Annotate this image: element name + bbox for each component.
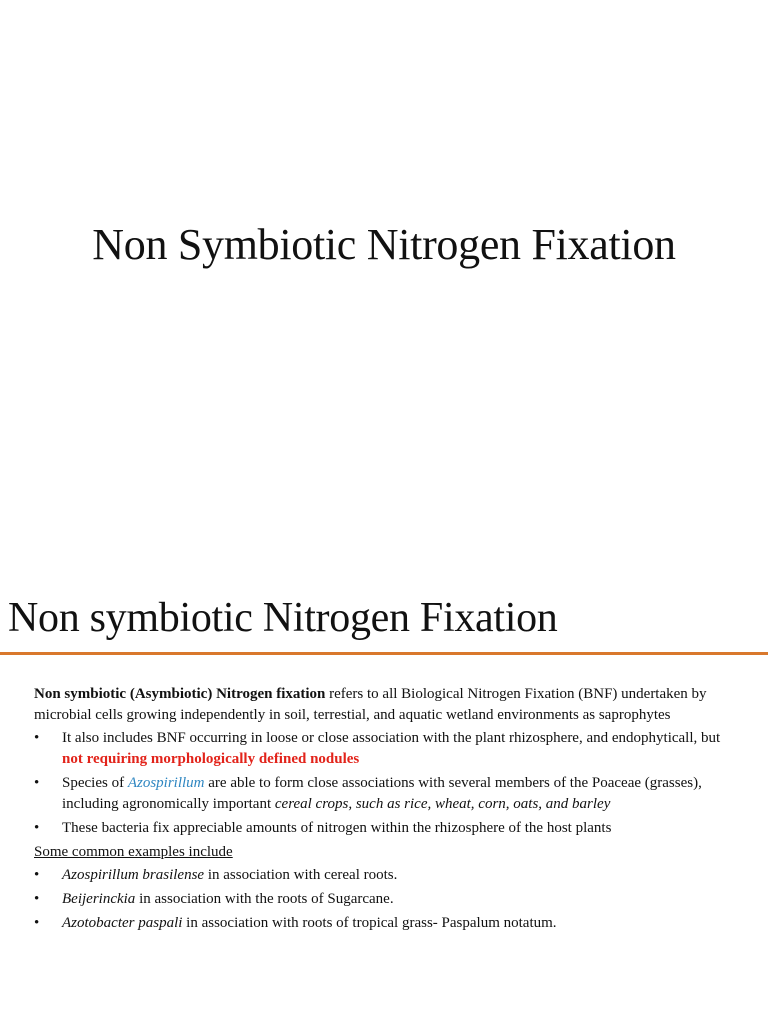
organism-name: Beijerinckia (62, 891, 136, 907)
example-text: in association with the roots of Sugarcane. (135, 891, 394, 907)
bullet-italic-text: cereal crops, such as rice, wheat, corn, oats, and barley (274, 796, 611, 812)
bullet-text: These bacteria fix appreciable amounts of nitrogen within the rhizosphere of the host plants (62, 820, 612, 836)
example-item (34, 889, 734, 910)
example-text: in association with cereal roots. (204, 867, 398, 883)
bullet-item (34, 728, 734, 770)
bullet-icon: • (34, 775, 40, 791)
organism-name: Azospirillum brasilense (62, 867, 205, 883)
intro-paragraph (34, 684, 734, 726)
bullet-item (34, 818, 734, 839)
bullet-icon: • (34, 891, 40, 907)
genus-name: Azospirillum (127, 775, 205, 791)
bullet-item (34, 773, 734, 815)
example-item (34, 865, 734, 886)
example-text: in association with roots of tropical grass- Paspalum notatum. (182, 915, 557, 931)
slide-2-title: Non symbiotic Nitrogen Fixation (8, 595, 558, 641)
bullet-text: Species of (62, 775, 128, 791)
slide-2-body (34, 684, 734, 937)
slide-1-title: Non Symbiotic Nitrogen Fixation (92, 220, 676, 269)
examples-list (34, 865, 734, 934)
bullet-highlight: not requiring morphologically defined nodules (62, 751, 360, 767)
bullet-icon: • (34, 820, 40, 836)
bullet-icon: • (34, 915, 40, 931)
bullet-list (34, 728, 734, 839)
bullet-icon: • (34, 867, 40, 883)
examples-heading: Some common examples include (34, 844, 233, 860)
bullet-icon: • (34, 730, 40, 746)
bullet-text: are able to form close associations with several members of the Poaceae (grasses), including agronomically important (62, 775, 702, 812)
example-item (34, 913, 734, 934)
intro-text: refers to all Biological Nitrogen Fixation (BNF) undertaken by microbial cells growing independently in soil, terrestial, and aquatic wetland environments as saprophytes (34, 686, 707, 723)
intro-term: Non symbiotic (Asymbiotic) Nitrogen fixation (34, 686, 326, 702)
title-divider (0, 652, 768, 655)
organism-name: Azotobacter paspali (62, 915, 183, 931)
bullet-text: It also includes BNF occurring in loose or close association with the plant rhizosphere, and endophyticall, but (62, 730, 721, 746)
